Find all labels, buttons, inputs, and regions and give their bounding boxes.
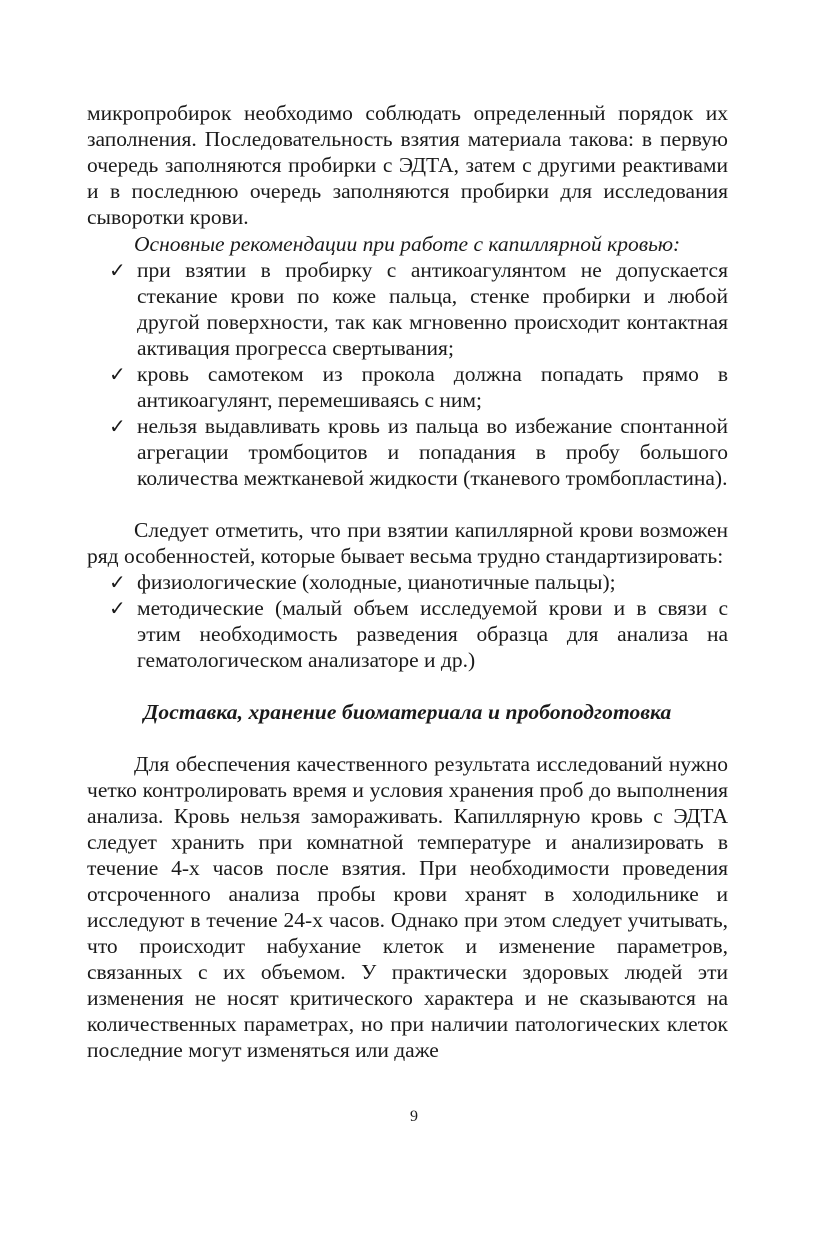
- list-item-text: при взятии в пробирку с антикоагулянтом не допускается стекание крови по коже пальца, стенке пробирки и любой другой поверхности, так как мгновенно происходит контактная активация прогресса свертывания;: [137, 258, 728, 360]
- checkmark-icon: ✓: [109, 596, 126, 620]
- document-page: [87, 100, 728, 1063]
- list-item: [87, 413, 728, 491]
- list-item: [87, 257, 728, 361]
- features-list: [87, 569, 728, 673]
- list-item-text: физиологические (холодные, цианотичные пальцы);: [137, 570, 616, 594]
- paragraph-storage: Для обеспечения качественного результата исследований нужно четко контролировать время и условия хранения проб до выполнения анализа. Кровь нельзя замораживать. Капиллярную кровь с ЭДТА следует хранить при комнатной температуре и анализировать в течение 4-х часов после взятия. При необходимости проведения отсроченного анализа пробы крови хранят в холодильнике и исследуют в течение 24-х часов. Однако при этом следует учитывать, что происходит набухание клеток и изменение параметров, связанных с их объемом. У практически здоровых людей эти изменения не носят критического характера и не сказываются на количественных параметрах, но при наличии патологических клеток последние могут изменяться или даже: [87, 752, 728, 1062]
- section-heading: Доставка, хранение биоматериала и пробоподготовка: [143, 700, 672, 724]
- list-item: [87, 569, 728, 595]
- list-item: [87, 361, 728, 413]
- checkmark-icon: ✓: [109, 258, 126, 282]
- list-item-text: нельзя выдавливать кровь из пальца во избежание спонтанной агрегации тромбоцитов и попадания в пробу большого количества межтканевой жидкости (тканевого тромбопластина).: [137, 414, 728, 490]
- page-number: 9: [410, 1108, 418, 1125]
- list-item: [87, 595, 728, 673]
- list-item-text: кровь самотеком из прокола должна попадать прямо в антикоагулянт, перемешиваясь с ним;: [137, 362, 728, 412]
- checkmark-icon: ✓: [109, 570, 126, 594]
- recommendations-list: [87, 257, 728, 491]
- paragraph-sample-order: микропробирок необходимо соблюдать определенный порядок их заполнения. Последовательность взятия материала такова: в первую очередь заполняются пробирки с ЭДТА, затем с другими реактивами и в последнюю очередь заполняются пробирки для исследования сыворотки крови.: [87, 101, 728, 229]
- recommendations-title: Основные рекомендации при работе с капиллярной кровью:: [134, 232, 681, 256]
- checkmark-icon: ✓: [109, 362, 126, 386]
- paragraph-capillary-features: Следует отметить, что при взятии капиллярной крови возможен ряд особенностей, которые бывает весьма трудно стандартизировать:: [87, 518, 728, 568]
- list-item-text: методические (малый объем исследуемой крови и в связи с этим необходимость разведения образца для анализа на гематологическом анализаторе и др.): [137, 596, 728, 672]
- checkmark-icon: ✓: [109, 414, 126, 438]
